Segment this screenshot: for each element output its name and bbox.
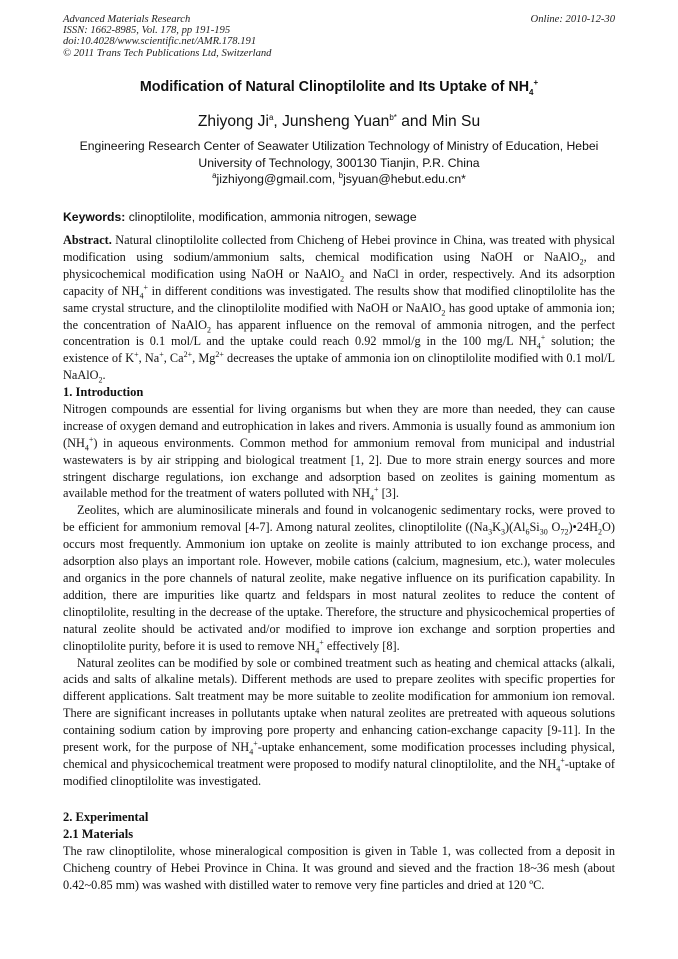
paragraph-text: Zeolites, which are aluminosilicate minerals and found in volcanogenic sedimentary rocks, were proved to be efficient for ammonium removal [4-7]. Among natural zeolites, clinoptilolite ((Na: [63, 503, 615, 535]
abstract-text: Natural clinoptilolite collected from Chicheng of Hebei province in China, was treated with physical modification using sodium/ammonium salts, chemical modification using NaOH or NaAlO: [63, 233, 615, 264]
superscript: 2+: [215, 350, 224, 360]
email-address: jizhiyong@gmail.com,: [216, 172, 339, 186]
author-separator: ,: [273, 113, 283, 130]
abstract-text: , Ca: [163, 351, 184, 366]
superscript: +: [88, 434, 94, 444]
subscript: 2: [340, 274, 345, 284]
paragraph: [63, 401, 615, 502]
online-date: Online: 2010-12-30: [530, 14, 615, 25]
paragraph-text: Nitrogen compounds are essential for living organisms but when they are more than needed, they can cause increase of oxygen demand and eutrophication in lakes and rivers. Ammonia is usually found as ammonium ion (NH: [63, 401, 615, 450]
subscript: 4: [556, 764, 561, 774]
subscript: 4: [315, 646, 320, 656]
email-mark: a: [212, 170, 217, 180]
paragraph-text: [3].: [378, 486, 399, 501]
paragraph-text: effectively [8].: [323, 638, 400, 653]
affiliation-line: Engineering Research Center of Seawater Utilization Technology of Ministry of Education, Hebei: [79, 139, 599, 153]
author-separator: and: [396, 113, 432, 130]
paragraph: [63, 502, 615, 654]
superscript: +: [134, 350, 139, 360]
abstract-text: .: [102, 368, 106, 383]
superscript: +: [373, 485, 379, 495]
keywords: [63, 210, 615, 224]
journal-header: [63, 14, 615, 59]
subscript: 2: [206, 324, 211, 334]
subscript: 30: [539, 527, 548, 537]
paragraph: The raw clinoptilolite, whose mineralogical composition is given in Table 1, was collected from a deposit in Chicheng country of Hebei Province in China. It was ground and sieved and the fraction 18~36 mesh (about 0.42~0.85 mm) was washed with distilled water to remove very fine particles and dried at 120 ºC.: [63, 843, 615, 892]
abstract-text: , Na: [138, 351, 160, 366]
superscript: +: [253, 738, 258, 748]
superscript: +: [143, 282, 148, 292]
author-list: [63, 113, 615, 131]
subscript: 6: [525, 527, 530, 537]
author-name: Min Su: [431, 113, 481, 130]
superscript: +: [319, 637, 324, 647]
superscript: +: [159, 350, 164, 360]
doi-line: doi:10.4028/www.scientific.net/AMR.178.191: [63, 36, 257, 48]
title-superscript: +: [533, 78, 539, 88]
abstract-text: and NaCl in order, respectively. And its adsorption capacity of NH: [63, 266, 615, 298]
paragraph-text: ) in aqueous environments. Common method for ammonium removal from municipal and industrial wastewaters is by air stripping and biological treatment [1, 2]. Due to more strain energy sources and more stringent discharge regulations, ion exchange and adsorption based on zeolites is gaining momentum as available method for the treatment of waters polluted with NH: [63, 435, 615, 501]
abstract-text: has good uptake of ammonia ion; the concentration of NaAlO: [63, 300, 615, 332]
abstract-text: has apparent influence on the removal of ammonia nitrogen, and the perfect concentration is 0.1 mol/L and the uptake could reach 0.92 mmol/g in the 100 mg/L NH: [63, 317, 615, 349]
superscript: 2+: [183, 350, 193, 360]
paragraph: [63, 655, 615, 790]
subsection-heading: 2.1 Materials: [63, 826, 134, 841]
affiliation-line: University of Technology, 300130 Tianjin, P.R. China: [198, 156, 480, 170]
abstract-text: , and physicochemical modification using NaOH or NaAlO: [63, 249, 616, 281]
superscript: +: [540, 333, 546, 343]
paragraph-text: -uptake of modified clinoptilolite was investigated.: [63, 756, 615, 788]
email-address: jsyuan@hebut.edu.cn*: [343, 172, 466, 186]
paper-title: [63, 79, 615, 95]
affiliation: [63, 138, 615, 172]
paragraph-text: -uptake enhancement, some modification processes including physical, chemical and physicochemical treatment were proposed to modify natural clinoptilolite, and the NH: [63, 740, 615, 771]
abstract-text: decreases the uptake of ammonia ion on clinoptilolite modified with 0.1 mol/L NaAlO: [63, 351, 615, 383]
subscript: 72: [560, 527, 569, 537]
title-text: Modification of Natural Clinoptilolite and Its Uptake of NH: [139, 79, 530, 95]
introduction-section: [63, 384, 615, 790]
author-mark: a: [268, 112, 274, 122]
abstract: [63, 232, 615, 384]
subscript: 4: [84, 443, 89, 453]
paragraph-text: O: [547, 520, 561, 535]
subscript: 3: [488, 527, 493, 537]
abstract-text: solution; the existence of K: [63, 334, 615, 366]
keywords-text: clinoptilolite, modification, ammonia nitrogen, sewage: [125, 210, 417, 224]
abstract-text: , Mg: [192, 351, 216, 366]
abstract-label: Abstract.: [63, 233, 112, 247]
superscript: +: [560, 755, 565, 765]
paragraph-text: )(Al: [504, 520, 526, 535]
subscript: 4: [249, 747, 254, 757]
keywords-label: Keywords:: [63, 210, 126, 224]
paragraph-text: Natural zeolites can be modified by sole or combined treatment such as heating and chemical attacks (alkali, acids and salts of alkaline metals). Different methods are used to prepare zeolites with specific properties for different applications. Salt treatment may be more suitable to zeolite modification for ammonium ion removal. There are significant increases in pollutants uptake when natural zeolites are pretreated with aqueous solutions containing sodium cation by improving pore property and enhancing cation-exchange capacity [9-11]. In the present work, for the purpose of NH: [63, 655, 615, 755]
author-name: Junsheng Yuan: [282, 113, 390, 130]
author-mark: b*: [389, 112, 397, 122]
author-name: Zhiyong Ji: [197, 113, 269, 130]
copyright-line: © 2011 Trans Tech Publications Ltd, Switzerland: [63, 47, 272, 59]
experimental-section: [63, 809, 615, 894]
section-heading: 2. Experimental: [63, 810, 149, 824]
subscript: 2: [579, 257, 584, 267]
paragraph-text: Si: [529, 520, 540, 535]
section-heading: 1. Introduction: [63, 385, 144, 399]
subscript: 3: [500, 527, 505, 537]
journal-name: Advanced Materials Research: [63, 14, 191, 25]
subscript: 4: [139, 291, 144, 301]
paragraph-text: O) occurs most frequently. Ammonium ion uptake on zeolite is mainly attributed to ion exchange process, and adsorption also plays an important role. However, mobile cations (calcium, magnesium, etc.), water molecules and organics in the pore channels of natural zeolite, make negative influence on its purification capability. In addition, there are impurities like quartz and feldspars in most natural zeolites to reduce the content of clinoptilolite, resulting in the decrease of the uptake. Therefore, the structure and physicochemical properties of natural zeolite should be activated and/or modified to improve ion exchange and sorption properties and clinoptilolite purity, before it is used to remove NH: [63, 520, 615, 653]
subscript: 2: [98, 375, 103, 385]
author-emails: [63, 172, 615, 186]
paragraph-text: K: [492, 520, 501, 535]
title-subscript: 4: [529, 87, 534, 97]
abstract-text: in different conditions was investigated. The results show that modified clinoptilolite has the same crystal structure, and the clinoptilolite modified with NaOH or NaAlO: [63, 283, 616, 315]
paragraph-text: )•24H: [568, 520, 599, 535]
subscript: 4: [369, 493, 374, 503]
email-mark: b: [338, 170, 344, 180]
subscript: 2: [598, 527, 603, 537]
subscript: 4: [536, 341, 541, 351]
issn-line: ISSN: 1662-8985, Vol. 178, pp 191-195: [63, 25, 231, 37]
subscript: 2: [441, 308, 446, 318]
